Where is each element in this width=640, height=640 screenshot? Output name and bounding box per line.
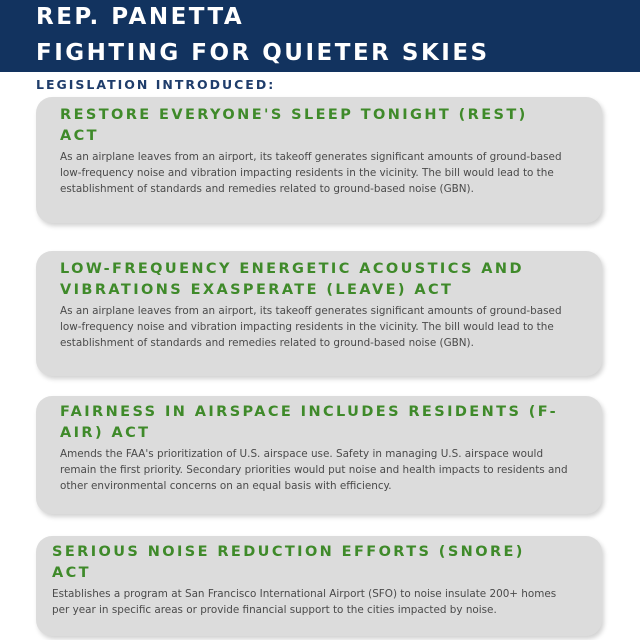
section-label: LEGISLATION INTRODUCED: [36,77,276,92]
bill-title: SERIOUS NOISE REDUCTION EFFORTS (SNORE) ACT [52,544,525,581]
bill-title: LOW-FREQUENCY ENERGETIC ACOUSTICS AND VIBRATIONS EXASPERATE (LEAVE) ACT [60,261,524,298]
bill-description: Establishes a program at San Francisco International Airport (SFO) to noise insulate 200+ homes per year in specific areas or provide financial support to the cities impacted by noise. [52,588,557,616]
header-banner [0,0,640,72]
bill-card-leave-act [36,251,602,376]
header-title-line2: FIGHTING FOR QUIETER SKIES [36,40,490,66]
bill-description: As an airplane leaves from an airport, its takeoff generates significant amounts of ground-based low-frequency noise and vibration impacting residents in the vicinity. The bill would lead to the establishment of standards and remedies related to ground-based noise (GBN). [60,151,562,195]
bill-description: Amends the FAA's prioritization of U.S. airspace use. Safety in managing U.S. airspace would remain the first priority. Secondary priorities would put noise and health impacts to residents and other environmental concerns on an equal basis with efficiency. [60,448,568,492]
bill-card-f-air-act [36,396,602,514]
header-title-line1: REP. PANETTA [36,4,245,30]
bill-title: FAIRNESS IN AIRSPACE INCLUDES RESIDENTS (F-AIR) ACT [60,404,559,441]
bill-card-rest-act [36,97,602,223]
bill-card-snore-act [36,536,602,636]
bill-description: As an airplane leaves from an airport, its takeoff generates significant amounts of ground-based low-frequency noise and vibration impacting residents in the vicinity. The bill would lead to the establishment of standards and remedies related to ground-based noise (GBN). [60,305,562,349]
bill-title: RESTORE EVERYONE'S SLEEP TONIGHT (REST) ACT [60,107,528,144]
